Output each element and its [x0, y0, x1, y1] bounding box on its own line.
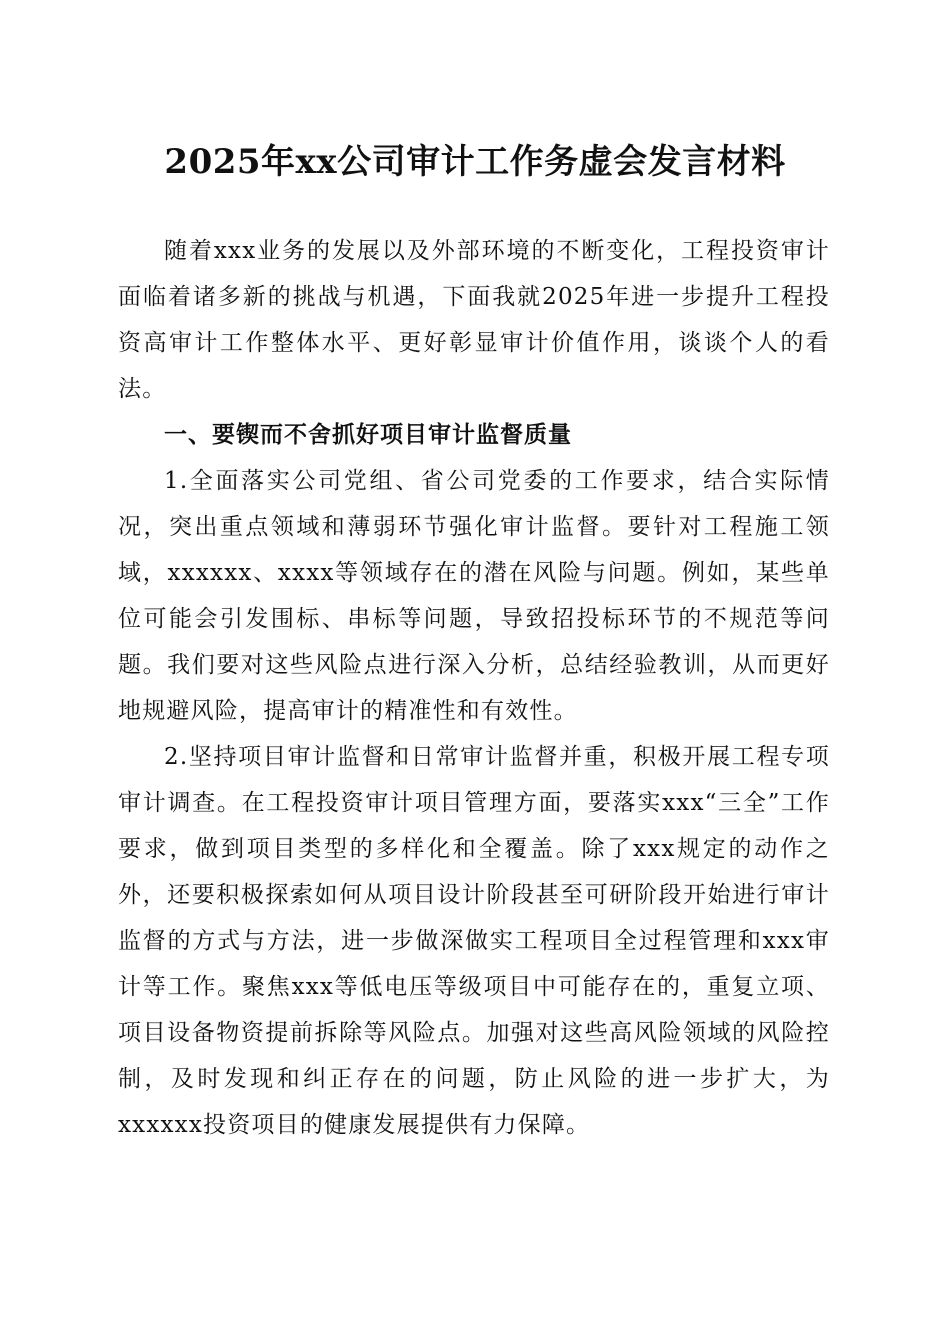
intro-paragraph: 随着xxx业务的发展以及外部环境的不断变化，工程投资审计面临着诸多新的挑战与机遇，下面我就2025年进一步提升工程投资高审计工作整体水平、更好彰显审计价值作用，谈谈个人的看法。	[118, 238, 830, 402]
document-title: 2025年xx公司审计工作务虚会发言材料	[164, 142, 786, 182]
document-body	[118, 228, 830, 1148]
paragraph-1: 1.全面落实公司党组、省公司党委的工作要求，结合实际情况，突出重点领域和薄弱环节强化审计监督。要针对工程施工领域，xxxxxx、xxxx等领域存在的潜在风险与问题。例如，某些单位可能会引发围标、串标等问题，导致招投标环节的不规范等问题。我们要对这些风险点进行深入分析，总结经验教训，从而更好地规避风险，提高审计的精准性和有效性。	[118, 468, 830, 724]
section-heading: 一、要锲而不舍抓好项目审计监督质量	[164, 422, 572, 448]
paragraph-2: 2.坚持项目审计监督和日常审计监督并重，积极开展工程专项审计调查。在工程投资审计项目管理方面，要落实xxx“三全”工作要求，做到项目类型的多样化和全覆盖。除了xxx规定的动作之外，还要积极探索如何从项目设计阶段甚至可研阶段开始进行审计监督的方式与方法，进一步做深做实工程项目全过程管理和xxx审计等工作。聚焦xxx等低电压等级项目中可能存在的，重复立项、项目设备物资提前拆除等风险点。加强对这些高风险领域的风险控制，及时发现和纠正存在的问题，防止风险的进一步扩大，为xxxxxx投资项目的健康发展提供有力保障。	[118, 744, 830, 1138]
